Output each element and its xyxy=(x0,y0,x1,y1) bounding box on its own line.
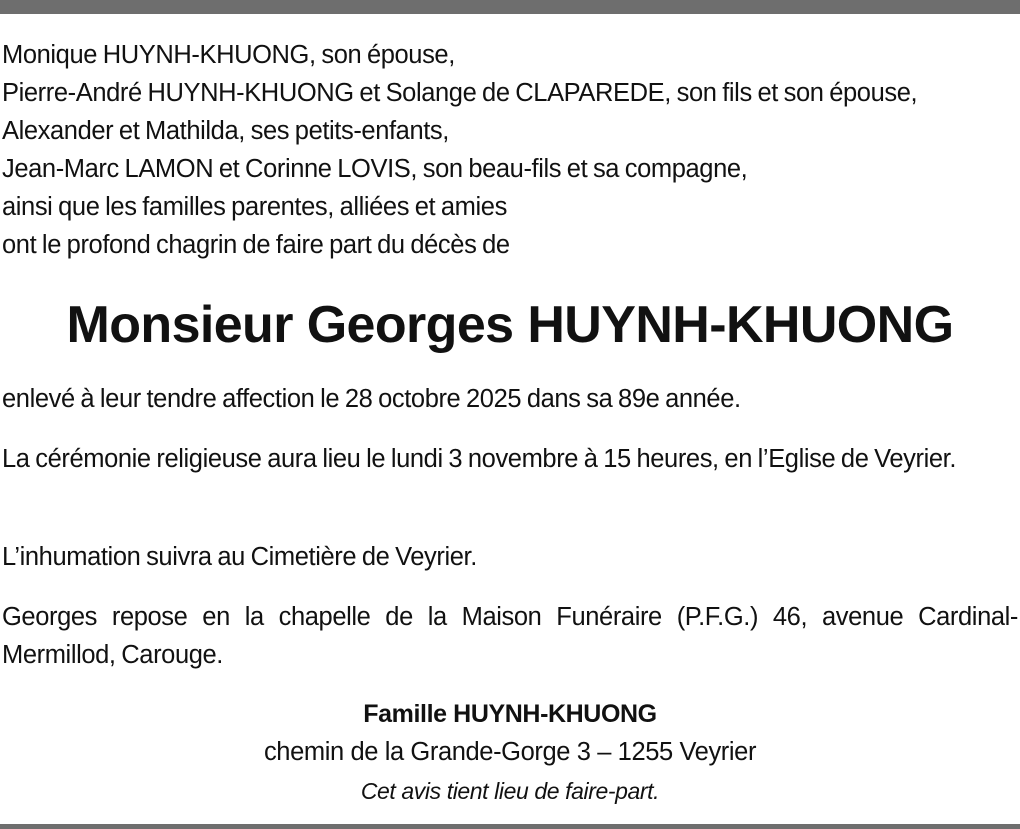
intro-line-son: Pierre-André HUYNH-KHUONG et Solange de CLAPAREDE, son fils et son épouse, xyxy=(2,79,918,107)
announcement-intro xyxy=(2,36,1018,264)
top-rule xyxy=(0,0,1020,14)
intro-line-families: ainsi que les familles parentes, alliées et amies xyxy=(2,193,507,221)
paragraph-burial: L’inhumation suivra au Cimetière de Veyrier. xyxy=(2,543,477,571)
signature-family: Famille HUYNH-KHUONG xyxy=(363,700,657,728)
intro-line-stepson: Jean-Marc LAMON et Corinne LOVIS, son beau-fils et sa compagne, xyxy=(2,155,748,183)
intro-line-spouse: Monique HUYNH-KHUONG, son épouse, xyxy=(2,41,455,69)
paragraph-ceremony: La cérémonie religieuse aura lieu le lundi 3 novembre à 15 heures, en l’Eglise de Veyrier. xyxy=(2,445,957,473)
signature-note: Cet avis tient lieu de faire-part. xyxy=(360,778,660,804)
paragraph-chapel: Georges repose en la chapelle de la Maison Funéraire (P.F.G.) 46, avenue Cardinal-Mermillod, Carouge. xyxy=(2,603,1018,669)
intro-line-announcement: ont le profond chagrin de faire part du décès de xyxy=(2,231,510,259)
paragraph-passing: enlevé à leur tendre affection le 28 octobre 2025 dans sa 89e année. xyxy=(2,385,741,413)
intro-line-grandchildren: Alexander et Mathilda, ses petits-enfants, xyxy=(2,117,449,145)
bottom-rule xyxy=(0,824,1020,829)
signature-address: chemin de la Grande-Gorge 3 – 1255 Veyrier xyxy=(263,738,757,766)
deceased-name: Monsieur Georges HUYNH-KHUONG xyxy=(66,296,954,354)
